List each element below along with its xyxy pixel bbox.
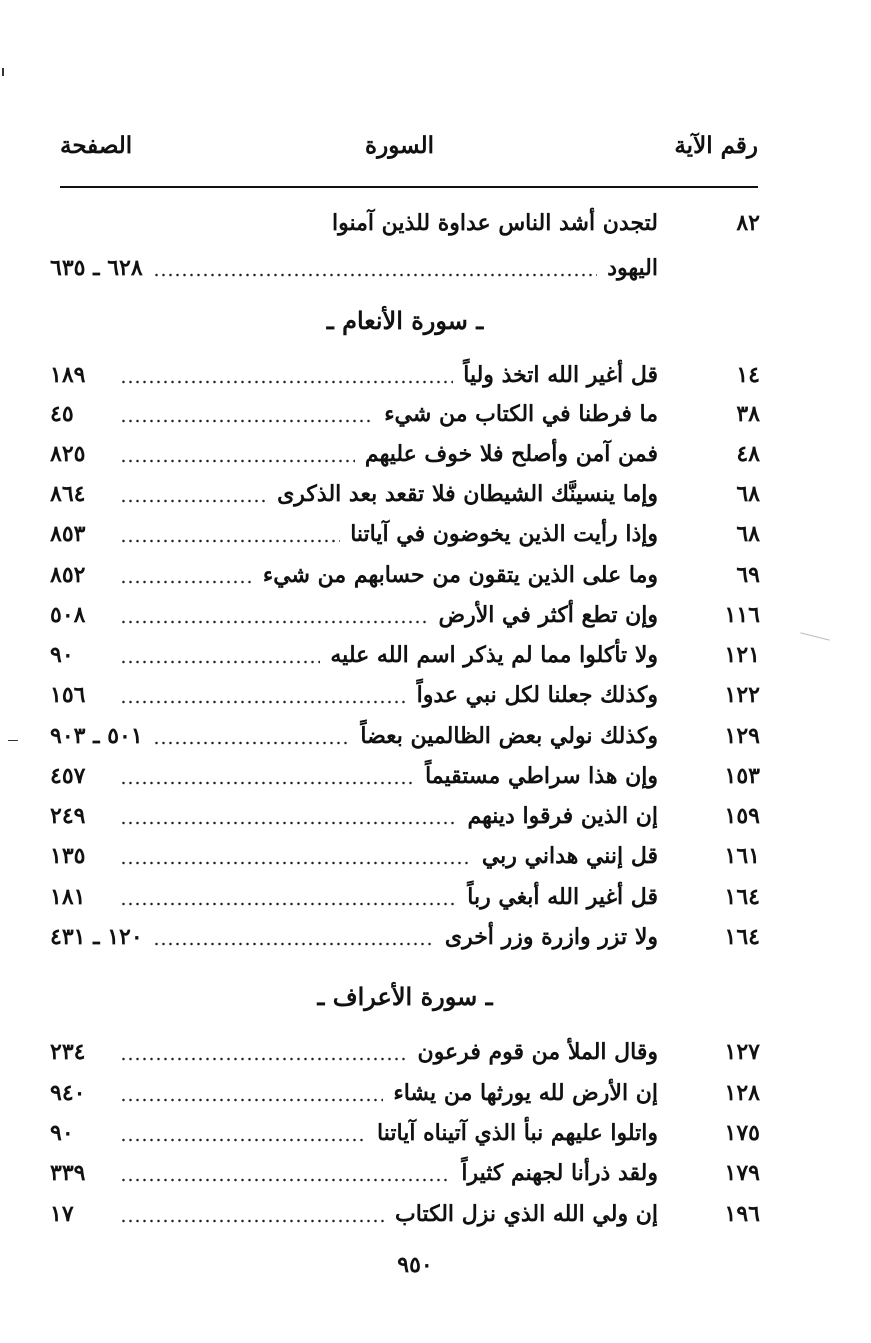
index-row [50,476,760,512]
header-page: الصفحة [60,132,133,159]
entry-text: وكذلك نولي بعض الظالمين بعضاً [360,723,658,749]
dot-leader [120,436,355,472]
ayah-number: ١٧٩ [724,1160,760,1186]
index-row [50,718,760,754]
entry-page: ٨٢٥ [50,441,86,467]
entry-page: ٩٤٠ [50,1080,86,1106]
dot-leader [120,1034,408,1070]
entry-text: وكذلك جعلنا لكل نبي عدواً [416,682,658,708]
entry-text: ولا تزر وازرة وزر أخرى [444,924,658,950]
entry-page: ٢٣٤ [50,1039,86,1065]
entry-page: ٥٠١ ـ ٩٠٣ [50,723,143,749]
dot-leader [120,1075,383,1111]
dot-leader [153,250,598,286]
index-row [50,436,760,472]
intro-entry-line2 [50,250,760,286]
dot-leader [120,758,415,794]
scan-mark [2,68,4,76]
index-row [50,516,760,552]
entry-page: ١٢٠ ـ ٤٣١ [50,924,143,950]
index-row [50,919,760,955]
dot-leader [120,396,374,432]
index-row [50,1196,760,1232]
dot-leader [120,1196,385,1232]
entry-page: ٣٣٩ [50,1160,86,1186]
index-row [50,838,760,874]
entry-text: وما على الذين يتقون من حسابهم من شيء [262,562,658,588]
index-row [50,677,760,713]
ayah-number: ٦٩ [736,562,760,588]
entry-text: إن ولي الله الذي نزل الكتاب [395,1201,658,1227]
ayah-number: ٦٨ [736,481,760,507]
index-row [50,798,760,834]
entry-text: وقال الملأ من قوم فرعون [417,1039,658,1065]
dot-leader [120,476,267,512]
index-row [50,758,760,794]
ayah-number: ١١٦ [724,602,760,628]
entry-page: ٩٠ [50,642,74,668]
entry-text: وإذا رأيت الذين يخوضون في آياتنا [350,521,658,547]
entry-page: ٤٥ [50,401,74,427]
entry-text: اليهود [607,255,658,281]
ayah-number: ١٢٩ [724,723,760,749]
entry-text: فمن آمن وأصلح فلا خوف عليهم [364,441,658,467]
index-row [50,597,760,633]
header-ayah-number: رقم الآية [674,132,758,159]
entry-text: ما فرطنا في الكتاب من شيء [384,401,658,427]
ayah-number: ١٩٦ [724,1201,760,1227]
ayah-number: ١٥٣ [724,763,760,789]
entry-text: قل أغير الله اتخذ ولياً [463,362,658,388]
ayah-number: ١٢١ [724,642,760,668]
ayah-number: ٤٨ [736,441,760,467]
ayah-number: ١٧٥ [724,1120,760,1146]
ayah-number: ١٢٢ [724,682,760,708]
header-surah: السورة [365,132,434,159]
ayah-number: ١٥٩ [724,803,760,829]
entry-text: إن الذين فرقوا دينهم [467,803,658,829]
entry-page: ٢٤٩ [50,803,86,829]
dot-leader [153,919,435,955]
ayah-number: ١٤ [736,362,760,388]
ayah-number: ١٢٧ [724,1039,760,1065]
entry-page: ٦٢٨ ـ ٦٣٥ [50,255,143,281]
ayah-number: ٣٨ [736,401,760,427]
dot-leader [120,1155,451,1191]
page-number: ٩٥٠ [397,1252,433,1278]
dot-leader [120,1115,367,1151]
intro-entry-line1 [50,205,760,241]
index-row [50,637,760,673]
dot-leader [120,516,340,552]
entry-page: ٥٠٨ [50,602,86,628]
entry-page: ١٣٥ [50,843,86,869]
dot-leader [120,677,407,713]
index-row [50,1034,760,1070]
ayah-number: ٨٢ [736,210,760,236]
dot-leader [153,718,351,754]
entry-page: ٩٠ [50,1120,74,1146]
index-row [50,1115,760,1151]
index-row [50,879,760,915]
dot-leader [120,879,457,915]
header-rule [60,186,758,188]
entry-page: ٤٥٧ [50,763,86,789]
entry-page: ٨٦٤ [50,481,86,507]
entry-page: ١٥٦ [50,682,86,708]
entry-text: وإما ينسينَّك الشيطان فلا تقعد بعد الذكرى [277,481,658,507]
scan-mark [800,632,829,640]
section-title-anam: ـ سورة الأنعام ـ [326,306,484,335]
entry-page: ٨٥٢ [50,562,86,588]
dot-leader [120,637,320,673]
index-row [50,396,760,432]
entry-text: ولقد ذرأنا لجهنم كثيراً [461,1160,658,1186]
dot-leader [120,357,453,393]
index-row [50,1155,760,1191]
entry-page: ١٧ [50,1201,74,1227]
dot-leader [120,597,428,633]
ayah-number: ١٦٤ [724,884,760,910]
dot-leader [120,557,253,593]
entry-text: قل إنني هداني ربي [481,843,658,869]
entry-text: ولا تأكلوا مما لم يذكر اسم الله عليه [330,642,658,668]
entry-text: قل أغير الله أبغي رباً [467,884,658,910]
entry-page: ١٨٩ [50,362,86,388]
entry-page: ١٨١ [50,884,86,910]
dot-leader [120,798,458,834]
ayah-number: ٦٨ [736,521,760,547]
dot-leader [120,838,472,874]
section-title-araf: ـ سورة الأعراف ـ [317,982,493,1011]
ayah-number: ١٦١ [724,843,760,869]
ayah-number: ١٦٤ [724,924,760,950]
entry-text: واتلوا عليهم نبأ الذي آتيناه آياتنا [377,1120,658,1146]
entry-text: لتجدن أشد الناس عداوة للذين آمنوا [331,210,658,236]
entry-text: وإن هذا سراطي مستقيماً [425,763,658,789]
index-row [50,357,760,393]
ayah-number: ١٢٨ [724,1080,760,1106]
index-row [50,1075,760,1111]
index-row [50,557,760,593]
entry-text: وإن تطع أكثر في الأرض [438,602,658,628]
scan-mark [8,740,18,741]
entry-text: إن الأرض لله يورثها من يشاء [393,1080,658,1106]
entry-page: ٨٥٣ [50,521,86,547]
